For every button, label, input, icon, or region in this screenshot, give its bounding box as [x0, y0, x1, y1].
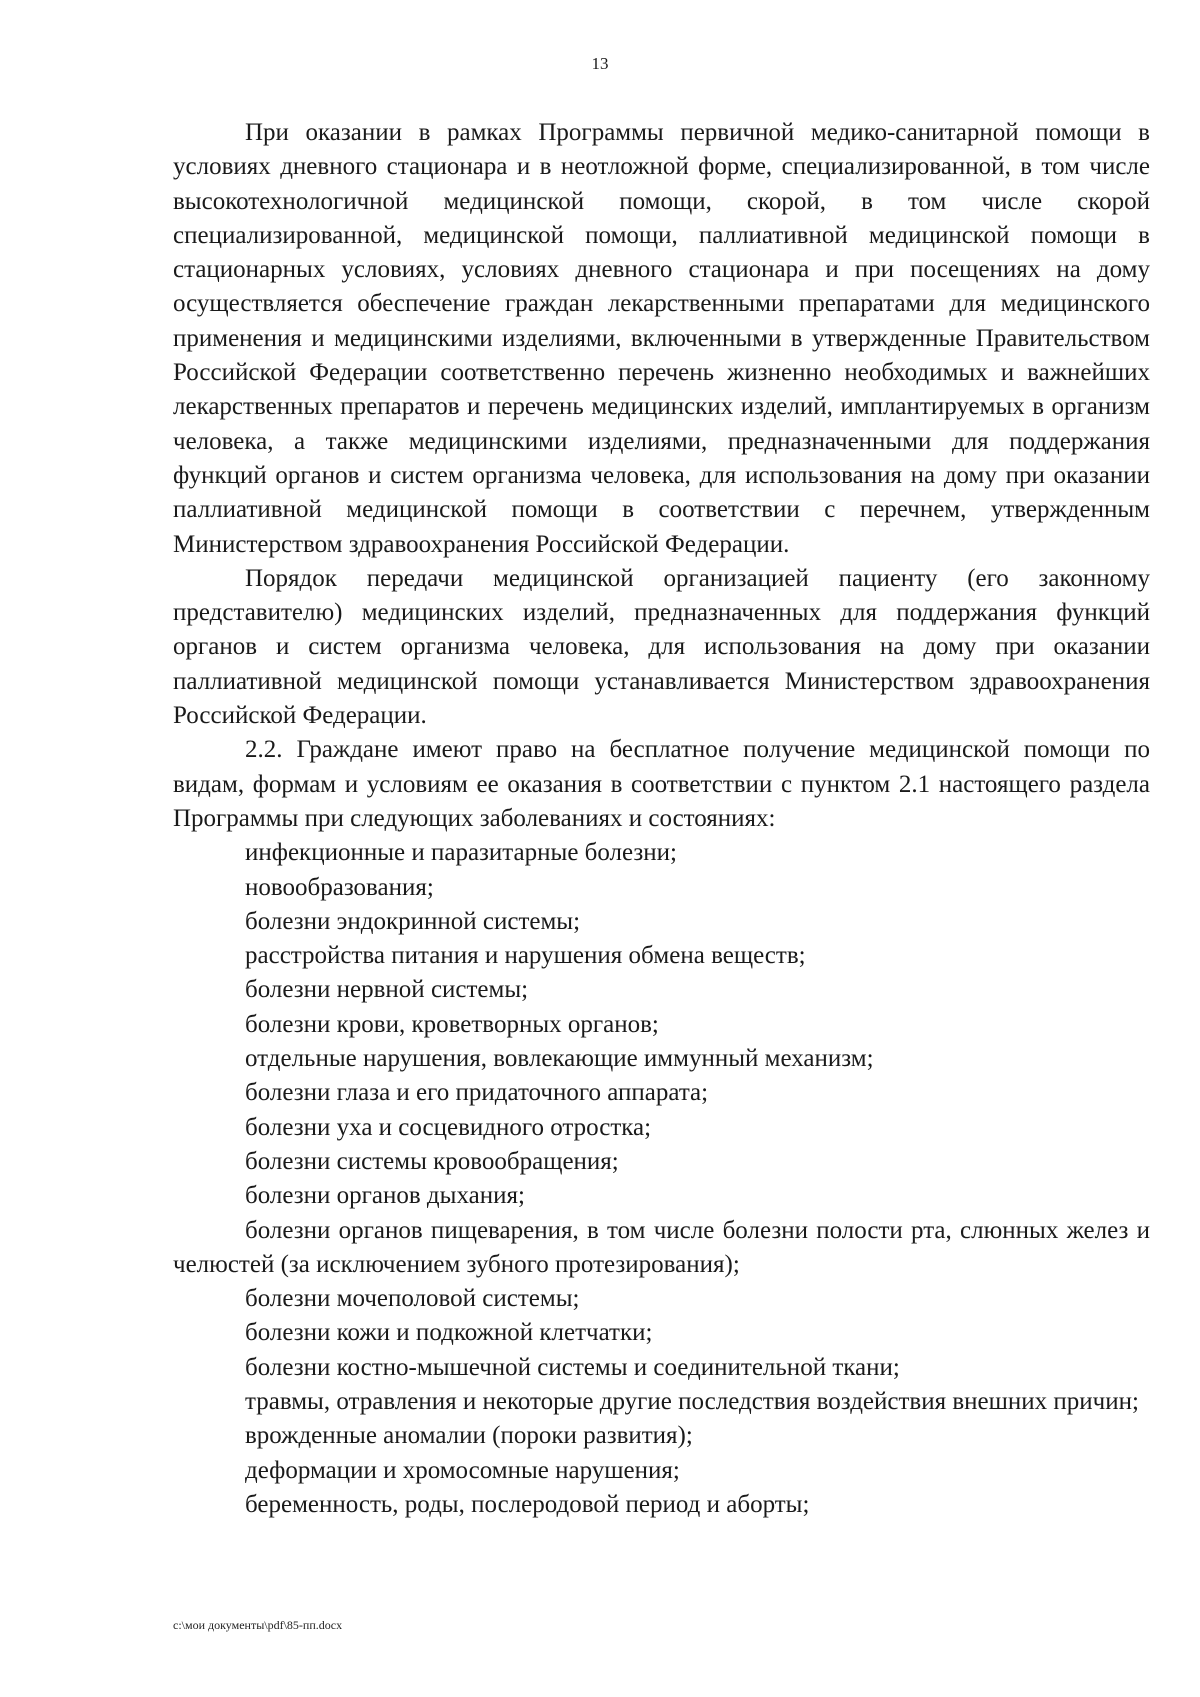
paragraph-medication-provision: При оказании в рамках Программы первичной медико-санитарной помощи в условиях дневного стационара и в неотложной форме, специализированной, в том числе высокотехнологичной медицинской помощи, скорой, в том числе скорой специализированной, медицинской помощи, паллиативной медицинской помощи в стационарных условиях, условиях дневного стационара и при посещениях на дому осуществляется обеспечение граждан лекарственными препаратами для медицинского применения и медицинскими изделиями, включенными в утвержденные Правительством Российской Федерации соответственно перечень жизненно необходимых и важнейших лекарственных препаратов и перечень медицинских изделий, имплантируемых в организм человека, а также медицинскими изделиями, предназначенными для поддержания функций органов и систем организма человека, для использования на дому при оказании паллиативной медицинской помощи в соответствии с перечнем, утвержденным Министерством здравоохранения Российской Федерации. [173, 119, 1150, 558]
page-number: 13 [591, 54, 609, 73]
list-item: болезни глаза и его придаточного аппарата; [245, 1079, 709, 1107]
list-item: болезни нервной системы; [245, 976, 529, 1004]
list-item: расстройства питания и нарушения обмена веществ; [245, 942, 806, 970]
list-item: болезни крови, кроветворных органов; [245, 1010, 659, 1038]
list-item: беременность, роды, послеродовой период и аборты; [245, 1490, 810, 1518]
list-item: новообразования; [245, 873, 434, 901]
list-item: врожденные аномалии (пороки развития); [245, 1422, 693, 1450]
list-item: деформации и хромосомные нарушения; [245, 1456, 680, 1484]
list-item: болезни органов пищеварения, в том числе болезни полости рта, слюнных желез и челюстей (за исключением зубного протезирования); [173, 1216, 1150, 1278]
list-item: болезни мочеполовой системы; [245, 1285, 580, 1313]
list-item: болезни уха и сосцевидного отростка; [245, 1113, 652, 1141]
document-body [173, 116, 1150, 1522]
paragraph-device-transfer-procedure: Порядок передачи медицинской организацией пациенту (его законному представителю) медицинских изделий, предназначенных для поддержания функций органов и систем организма человека, для использования на дому при оказании паллиативной медицинской помощи устанавливается Министерством здравоохранения Российской Федерации. [173, 564, 1150, 730]
list-item: болезни кожи и подкожной клетчатки; [245, 1319, 653, 1347]
footer-file-path: c:\мои документы\pdf\85-пп.docx [173, 1618, 343, 1632]
paragraph-section-2-2: 2.2. Граждане имеют право на бесплатное получение медицинской помощи по видам, формам и условиям ее оказания в соответствии с пунктом 2.1 настоящего раздела Программы при следующих заболеваниях и состояниях: [173, 736, 1150, 832]
list-item: инфекционные и паразитарные болезни; [245, 839, 678, 867]
list-item: болезни системы кровообращения; [245, 1147, 619, 1175]
conditions-list [173, 836, 1150, 1522]
list-item: болезни органов дыхания; [245, 1182, 525, 1210]
list-item: болезни эндокринной системы; [245, 907, 581, 935]
list-item: болезни костно-мышечной системы и соединительной ткани; [245, 1353, 900, 1381]
list-item: травмы, отравления и некоторые другие последствия воздействия внешних причин; [245, 1387, 1139, 1415]
list-item: отдельные нарушения, вовлекающие иммунный механизм; [245, 1045, 874, 1073]
